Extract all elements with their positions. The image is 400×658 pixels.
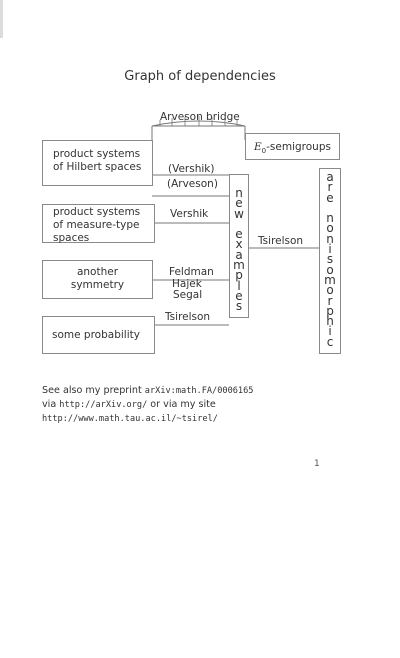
label-vershik: Vershik <box>170 208 209 220</box>
column-letter: a <box>326 170 334 184</box>
column-letter: o <box>326 262 334 277</box>
column-letter: i <box>328 324 332 339</box>
arxiv-id: arXiv:math.FA/0006165 <box>144 386 254 396</box>
column-letter: c <box>326 334 334 349</box>
column-letter: w <box>234 206 244 221</box>
column-letter: e <box>326 190 334 205</box>
label-feldman: Feldman <box>169 266 214 278</box>
label-hajek: Hajek <box>172 278 202 290</box>
column-letter: m <box>324 272 336 287</box>
column-letter: p <box>326 303 334 318</box>
diagram-title: Graph of dependencies <box>124 69 276 84</box>
footer-line-3 <box>42 412 253 426</box>
column-non-isomorphic <box>319 168 341 354</box>
label-segal: Segal <box>173 289 203 301</box>
footer-references <box>42 384 253 426</box>
box-another-symmetry: another symmetry <box>42 260 153 299</box>
label-arveson-bridge: Arveson bridge <box>160 111 240 123</box>
column-letter: i <box>328 242 332 257</box>
column-letter: n <box>235 186 243 200</box>
column-letter: l <box>237 278 241 293</box>
column-new-examples <box>229 174 249 318</box>
label-arveson-paren: (Arveson) <box>167 178 218 190</box>
column-letter: x <box>235 237 243 252</box>
column-letter: a <box>235 247 243 262</box>
column-letter: o <box>326 283 334 298</box>
column-letter: r <box>327 180 333 195</box>
column-letter: s <box>235 299 243 314</box>
column-letter: n <box>326 211 334 226</box>
column-letter: e <box>235 196 243 211</box>
column-letter: e <box>235 227 243 242</box>
arxiv-url-link[interactable]: http://arXiv.org/ <box>59 400 148 410</box>
column-letter: s <box>326 252 334 267</box>
label-tsirelson-low: Tsirelson <box>165 311 211 323</box>
column-letter: r <box>327 293 333 308</box>
column-letter: h <box>326 314 334 329</box>
column-letter: p <box>235 268 243 283</box>
personal-site-link[interactable]: http://www.math.tau.ac.il/~tsirel/ <box>42 414 218 424</box>
box-measure-product-systems: product systems of measure-type spaces <box>42 204 155 243</box>
footer-line-2: via http://arXiv.org/ or via my site <box>42 399 216 410</box>
box-some-probability: some probability <box>42 316 155 354</box>
column-letter: e <box>235 288 243 303</box>
column-letter: m <box>233 258 245 273</box>
column-letter: o <box>326 221 334 236</box>
label-vershik-paren: (Vershik) <box>168 163 215 175</box>
column-letter: n <box>326 231 334 246</box>
footer-line-1: See also my preprint arXiv:math.FA/0006165 <box>42 385 254 396</box>
box-e0-semigroups: $E_0$-semigroups <box>245 133 340 160</box>
page-number: 1 <box>314 459 320 469</box>
label-tsirelson-mid: Tsirelson <box>258 235 304 247</box>
box-hilbert-product-systems: product systems of Hilbert spaces <box>42 140 153 186</box>
